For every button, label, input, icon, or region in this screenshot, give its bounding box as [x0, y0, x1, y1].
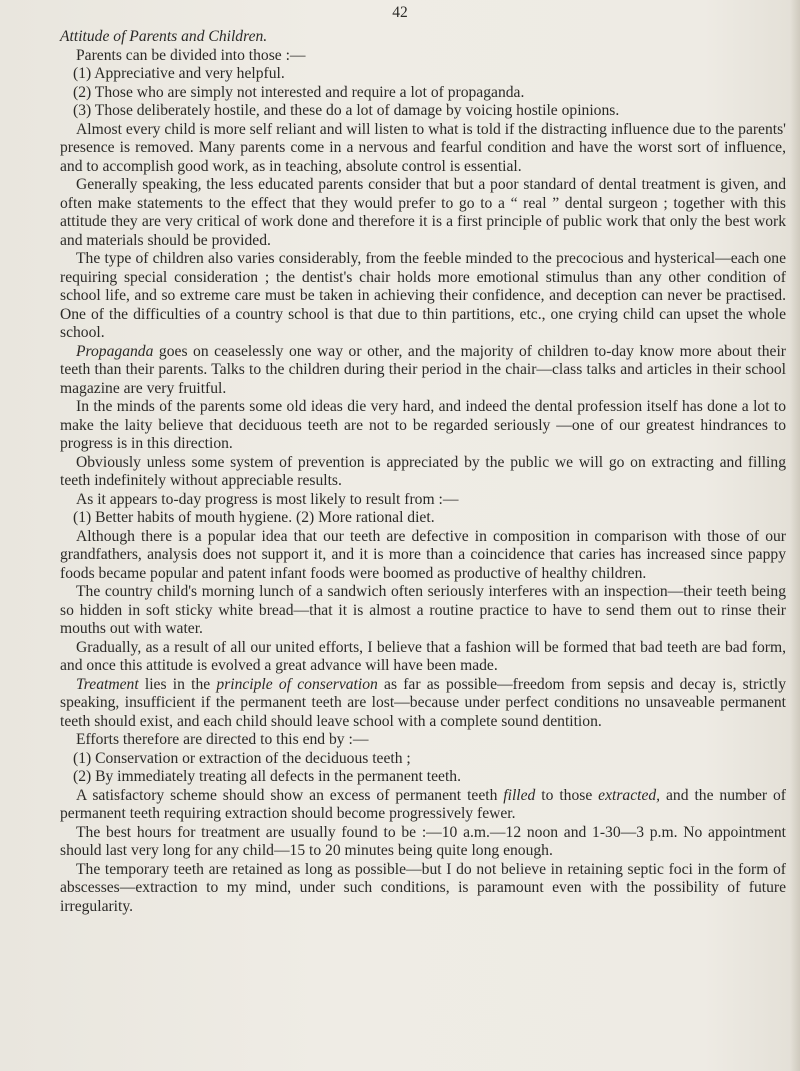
paragraph: Gradually, as a result of all our united efforts, I believe that a fashion will be formed that bad teeth are bad form, and once this attitude is evolved a great advance will have been made.	[60, 638, 786, 674]
page-body	[60, 28, 786, 916]
paragraph-text: goes on ceaselessly one way or other, and the majority of children to-day know more about their teeth than their parents. Talks to the children during their period in the chair—class talks and articles in their school magazine are very fruitful.	[60, 342, 786, 397]
paragraph: Efforts therefore are directed to this end by :—	[76, 731, 369, 748]
list-item: (3) Those deliberately hostile, and these do a lot of damage by voicing hostile opinions.	[73, 102, 620, 119]
paragraph: Generally speaking, the less educated parents consider that but a poor standard of dental treatment is given, and often make statements to the effect that they would prefer to go to a “ real ” dental surgeon ; together with this attitude they are very critical of work done and therefore it is a first principle of public work that only the best work and materials should be provided.	[60, 176, 786, 249]
list-item: (2) By immediately treating all defects in the permanent teeth.	[73, 768, 461, 785]
paragraph: The country child's morning lunch of a sandwich often seriously interferes with an inspection—their teeth being so hidden in soft sticky white bread—that it is almost a routine practice to have to send them out to rinse their mouths out with water.	[60, 583, 786, 637]
paragraph-text: to those	[535, 786, 599, 804]
page-number: 42	[392, 4, 408, 21]
paragraph: The best hours for treatment are usually found to be :—10 a.m.—12 noon and 1-30—3 p.m. No appointment should last very long for any child—15 to 20 minutes being quite long enough.	[60, 823, 786, 859]
term-principle: principle of conservation	[216, 675, 378, 693]
paragraph: Obviously unless some system of prevention is appreciated by the public we will go on extracting and filling teeth indefinitely without appreciable results.	[60, 453, 786, 489]
paragraph-text: A satisfactory scheme should show an excess of permanent teeth	[76, 786, 504, 804]
paragraph-text: lies in the	[138, 675, 217, 693]
paragraph: The temporary teeth are retained as long as possible—but I do not believe in retaining septic foci in the form of abscesses—extraction to my mind, under such conditions, is paramount even with the possibility of future irregularity.	[60, 860, 786, 915]
term-extracted: extracted,	[598, 786, 661, 804]
list-item: (1) Appreciative and very helpful.	[73, 65, 285, 82]
paragraph-text: as far as possible—freedom from sepsis and decay is, strictly speaking, insufficient if the permanent teeth are lost—because under perfect conditions no unsaveable permanent teeth should exist, and each child should leave school with a complete sound dentition.	[60, 675, 786, 730]
paragraph: Almost every child is more self reliant and will listen to what is told if the distracting influence due to the parents' presence is removed. Many parents come in a nervous and fearful condition and have the worst sort of influence, and to accomplish good work, as in teaching, absolute control is essential.	[60, 120, 786, 175]
paragraph: In the minds of the parents some old ideas die very hard, and indeed the dental profession itself has done a lot to make the laity believe that deciduous teeth are not to be regarded seriously —one of our greatest hindrances to progress is in this direction.	[60, 398, 786, 452]
term-treatment: Treatment	[76, 675, 139, 693]
paragraph	[60, 676, 786, 732]
paragraph: Although there is a popular idea that our teeth are defective in composition in comparison with those of our grandfathers, analysis does not support it, and it is more than a coincidence that caries has increased since pappy foods became popular and patent infant foods were boomed as productive of healthy children.	[60, 527, 786, 582]
list-item: (2) Those who are simply not interested and require a lot of propaganda.	[73, 83, 525, 101]
paragraph: The type of children also varies considerably, from the feeble minded to the precocious and hysterical—each one requiring special consideration ; the dentist's chair holds more emotional stimulus than any other condition of school life, and so extreme care must be taken in achieving their confidence, and deception can never be practised. One of the difficulties of a country school is that due to thin partitions, etc., one crying child can upset the whole school.	[60, 250, 786, 341]
list-item: (1) Conservation or extraction of the deciduous teeth ;	[73, 749, 411, 767]
paragraph: Parents can be divided into those :—	[76, 46, 306, 64]
list-item: (1) Better habits of mouth hygiene. (2) More rational diet.	[73, 509, 435, 526]
paragraph	[60, 787, 786, 824]
section-heading: Attitude of Parents and Children.	[60, 28, 268, 45]
paragraph-text: and the number of permanent teeth requiring extraction should become progressively fewer.	[60, 786, 786, 822]
page-edge-shadow	[790, 0, 800, 1071]
paragraph	[60, 343, 786, 399]
term-propaganda: Propaganda	[76, 342, 154, 360]
term-filled: filled	[503, 786, 536, 804]
paragraph: As it appears to-day progress is most likely to result from :—	[76, 490, 459, 508]
